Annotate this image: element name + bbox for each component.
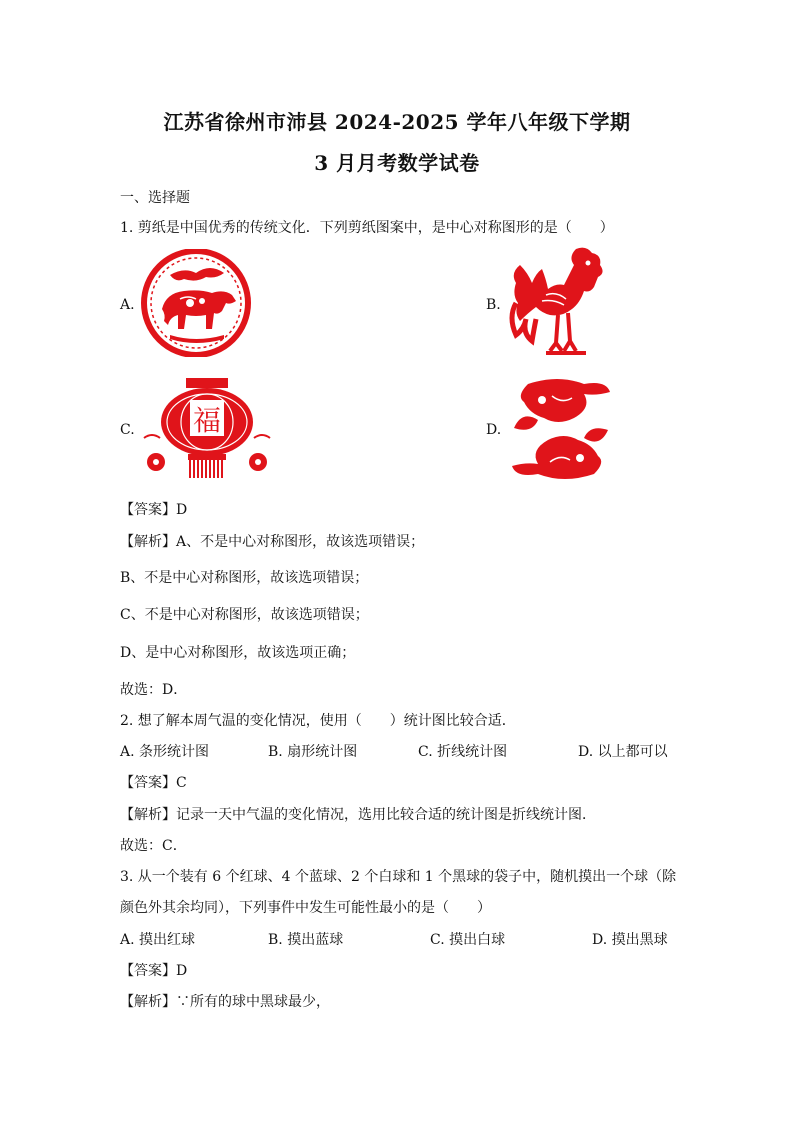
q2-conclusion: 故选：C． [120, 838, 187, 854]
question-2-stem: 2. 想了解本周气温的变化情况，使用（ ）统计图比较合适． [120, 713, 516, 729]
q3-option-d: D. 摸出黑球 [592, 932, 668, 948]
document-title-line1: 江苏省徐州市沛县 2024-2025 学年八年级下学期 [163, 110, 631, 134]
q1-analysis-line: 【解析】A、不是中心对称图形，故该选项错误； [120, 534, 425, 550]
q2-analysis-line: 【解析】记录一天中气温的变化情况，选用比较合适的统计图是折线统计图． [120, 807, 596, 823]
q1-option-a-label: A. [120, 297, 135, 313]
q3-answer: 【答案】D [120, 963, 188, 979]
q1-conclusion: 故选：D． [120, 682, 188, 698]
q1-answer: 【答案】D [120, 502, 188, 518]
q1-option-b-label: B. [486, 297, 501, 313]
q2-option-d: D. 以上都可以 [578, 744, 668, 760]
question-3-stem-line2: 颜色外其余均同），下列事件中发生可能性最小的是（ ） [120, 900, 491, 916]
q3-option-a: A. 摸出红球 [120, 932, 196, 948]
q2-option-a: A. 条形统计图 [120, 744, 210, 760]
document-title-line2: 3 月月考数学试卷 [314, 151, 480, 175]
q1-analysis-line: D、是中心对称图形，故该选项正确； [120, 645, 356, 661]
q1-analysis-line: C、不是中心对称图形，故该选项错误； [120, 607, 369, 623]
q1-option-d-label: D. [486, 422, 502, 438]
section-heading: 一、选择题 [120, 190, 190, 206]
fish-papercut-image [508, 374, 614, 484]
q1-analysis-line: B、不是中心对称图形，故该选项错误； [120, 570, 369, 586]
q3-option-b: B. 摸出蓝球 [268, 932, 344, 948]
lantern-fu-character: 福 [192, 404, 222, 437]
q1-option-c-label: C. [120, 422, 135, 438]
lantern-papercut-image [142, 376, 272, 482]
question-1-stem: 1. 剪纸是中国优秀的传统文化．下列剪纸图案中，是中心对称图形的是（ ） [120, 220, 614, 236]
question-3-stem-line1: 3. 从一个装有 6 个红球、4 个蓝球、2 个白球和 1 个黑球的袋子中，随机摸出一个球（除 [120, 869, 677, 885]
q3-option-c: C. 摸出白球 [430, 932, 506, 948]
q2-option-b: B. 扇形统计图 [268, 744, 358, 760]
q3-analysis-line: 【解析】∵所有的球中黑球最少， [120, 994, 330, 1010]
q2-option-c: C. 折线统计图 [418, 744, 508, 760]
ox-papercut-image [140, 249, 252, 357]
q2-answer: 【答案】C [120, 775, 187, 791]
rooster-papercut-image [506, 243, 612, 365]
